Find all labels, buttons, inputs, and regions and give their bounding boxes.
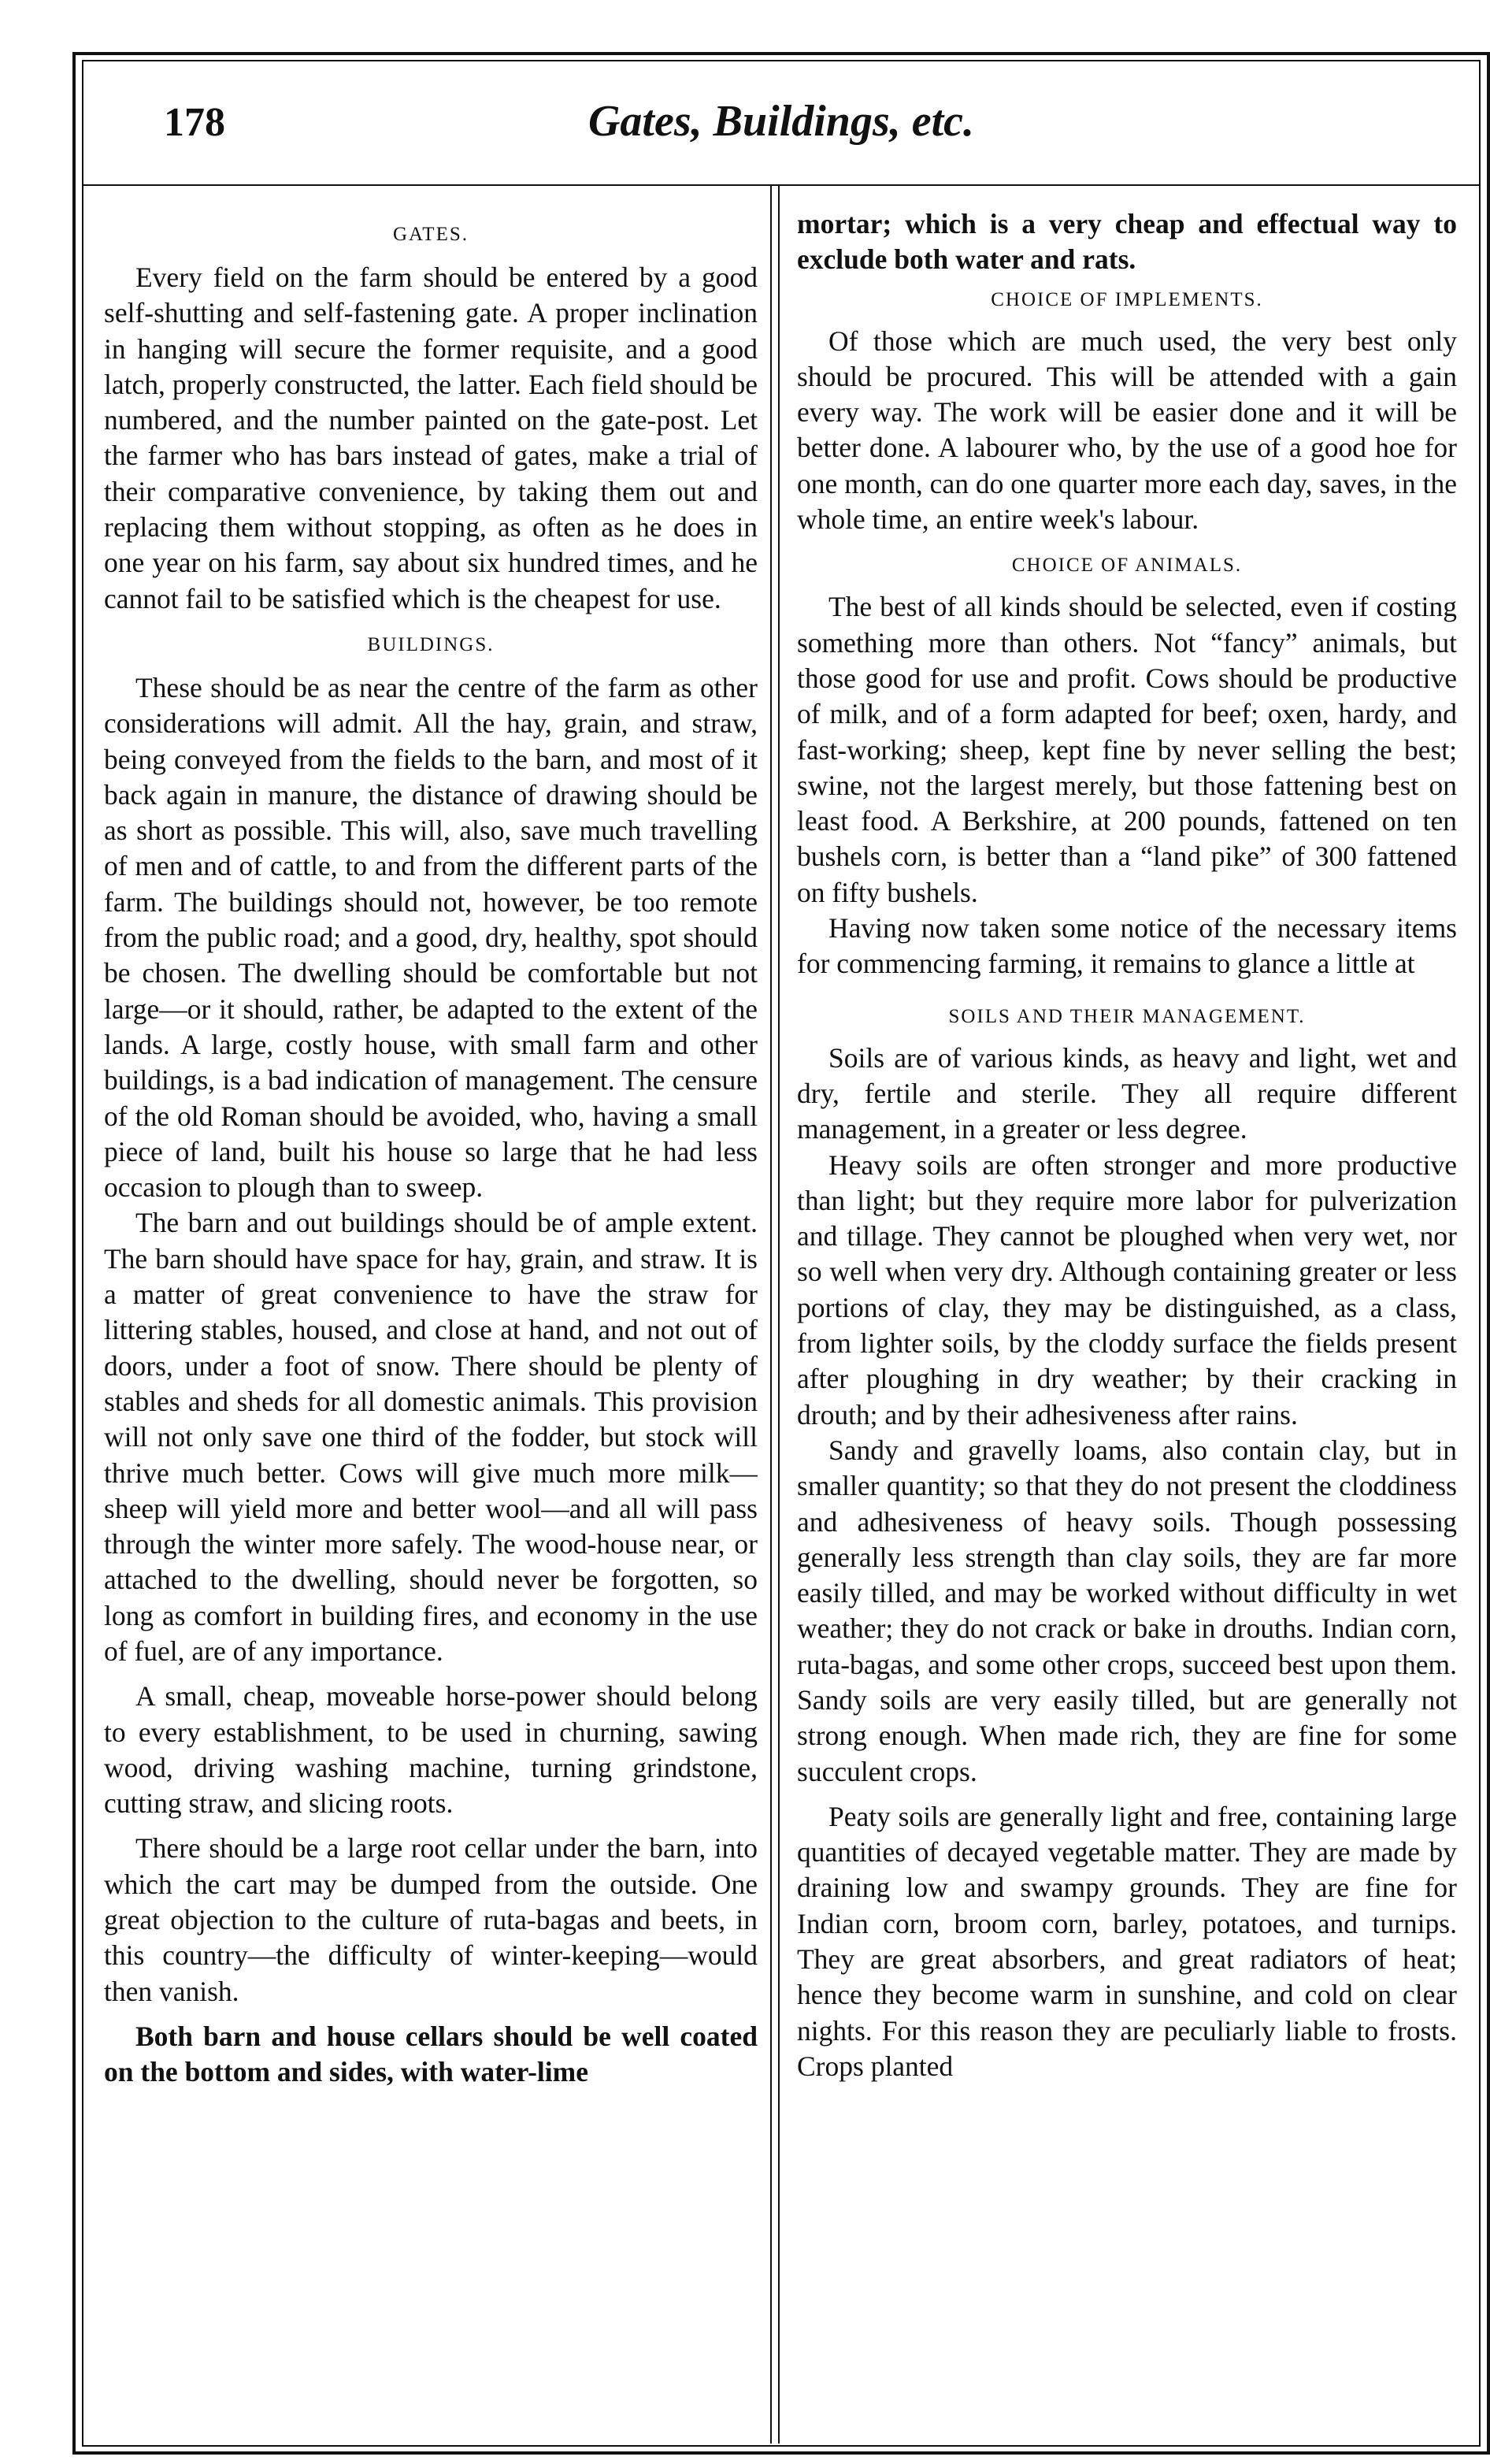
header-rule: [82, 184, 1481, 186]
paragraph: These should be as near the centre of the farm as other considerations will admit. All the hay, grain, and straw, being conveyed from the fields to the barn, and most of it back again in manure, the distance of drawing should be as short as possible. This will, also, save much travelling of men and of cattle, to and from the different parts of the farm. The buildings should not, however, be too remote from the public road; and a good, dry, healthy, spot should be chosen. The dwelling should be comfortable but not large—or it should, rather, be adapted to the extent of the lands. A large, costly house, with small farm and other buildings, is a bad indication of management. The censure of the old Roman should be avoided, who, having a small piece of land, built his house so large that he had less occasion to plough than to sweep.: [104, 671, 758, 1204]
section-heading-gates: GATES.: [392, 224, 469, 245]
paragraph: Every field on the farm should be entered by a good self-shutting and self-fastening gate. A proper inclination in hanging will secure the former requisite, and a good latch, properly constructed, the latter. Each field should be numbered, and the number painted on the gate-post. Let the farmer who has bars instead of gates, make a trial of their comparative convenience, by taking them out and replacing them without stopping, as often as he does in one year on his farm, say about six hundred times, and he cannot fail to be satisfied which is the cheapest for use.: [104, 262, 758, 614]
paragraph: There should be a large root cellar under the barn, into which the cart may be dumped from the outside. One great objection to the culture of ruta-bagas and beets, in this country—the difficulty of winter-keeping—would then vanish.: [104, 1832, 758, 2007]
paragraph: Both barn and house cellars should be well coated on the bottom and sides, with water-lime: [104, 2020, 758, 2088]
column-divider: [770, 186, 780, 2444]
section-heading-animals: CHOICE OF ANIMALS.: [1011, 555, 1243, 577]
section-heading-buildings: BUILDINGS.: [367, 633, 495, 655]
paragraph: Having now taken some notice of the necessary items for commencing farming, it remains to glance a little at: [797, 912, 1457, 980]
section-heading-implements: CHOICE OF IMPLEMENTS.: [991, 288, 1263, 310]
page-header: [82, 61, 1481, 195]
paragraph-continued: mortar; which is a very cheap and effectual way to exclude both water and rats.: [797, 208, 1457, 276]
paragraph: Heavy soils are often stronger and more productive than light; but they require more labor for pulverization and tillage. They cannot be ploughed when very wet, nor so well when very dry. Although containing greater or less portions of clay, they may be distinguished, as a class, from lighter soils, by the cloddy surface the fields present after ploughing in dry weather; by their cracking in drouth; and by their adhesiveness after rains.: [797, 1149, 1457, 1431]
left-column: [104, 211, 758, 2440]
paragraph: The barn and out buildings should be of ample extent. The barn should have space for hay, grain, and straw. It is a matter of great convenience to have the straw for littering stables, housed, and close at hand, and not out of doors, under a foot of snow. There should be plenty of stables and sheds for all domestic animals. This provision will not only save one third of the fodder, but stock will thrive much better. Cows will give much more milk—sheep will yield more and better wool—and all will pass through the winter more safely. The wood-house near, or attached to the dwelling, should never be forgotten, so long as comfort in building fires, and economy in the use of fuel, are of any importance.: [104, 1207, 758, 1667]
running-title: Gates, Buildings, etc.: [587, 97, 975, 146]
paragraph: Of those which are much used, the very best only should be procured. This will be attended with a gain every way. The work will be easier done and it will be better done. A labourer who, by the use of a good hoe for one month, can do one quarter more each day, saves, in the whole time, an entire week's labour.: [797, 325, 1457, 536]
paragraph: Sandy and gravelly loams, also contain clay, but in smaller quantity; so that they do not present the cloddiness and adhesiveness of heavy soils. Though possessing generally less strength than clay soils, they are far more easily tilled, and may be worked without difficulty in wet weather; they do not crack or bake in drouths. Indian corn, ruta-bagas, and some other crops, succeed best upon them. Sandy soils are very easily tilled, but are generally not strong enough. When made rich, they are fine for some succulent crops.: [797, 1434, 1457, 1787]
right-column: [797, 206, 1457, 2436]
section-heading-soils: SOILS AND THEIR MANAGEMENT.: [948, 1005, 1306, 1027]
page-number: 178: [164, 100, 225, 145]
paragraph: Soils are of various kinds, as heavy and light, wet and dry, fertile and sterile. They all require different management, in a greater or less degree.: [797, 1041, 1457, 1145]
paragraph: A small, cheap, moveable horse-power should belong to every establishment, to be used in churning, sawing wood, driving washing machine, turning grindstone, cutting straw, and slicing roots.: [104, 1680, 758, 1820]
paragraph: The best of all kinds should be selected, even if costing something more than others. Not “fancy” animals, but those good for use and profit. Cows should be productive of milk, and of a form adapted for beef; oxen, hardy, and fast-working; sheep, kept fine by never selling the best; swine, not the largest merely, but those fattening best on least food. A Berkshire, at 200 pounds, fattened on ten bushels corn, is better than a “land pike” of 300 fattened on fifty bushels.: [797, 591, 1457, 908]
paragraph: Peaty soils are generally light and free, containing large quantities of decayed vegetable matter. They are made by draining low and swampy grounds. They are fine for Indian corn, broom corn, barley, potatoes, and turnips. They are great absorbers, and great radiators of heat; hence they become warm in sunshine, and cold on clear nights. For this reason they are peculiarly liable to frosts. Crops planted: [797, 1800, 1457, 2082]
